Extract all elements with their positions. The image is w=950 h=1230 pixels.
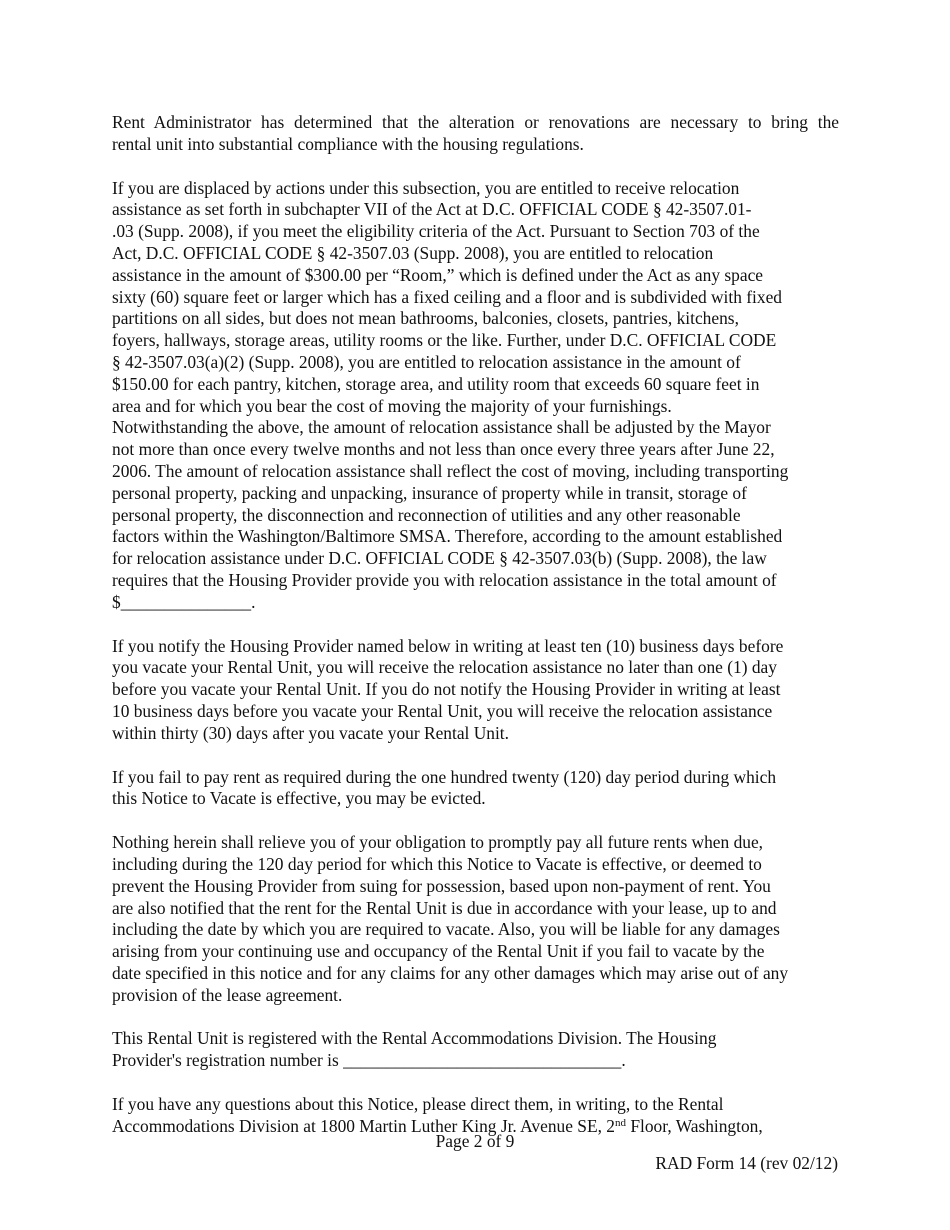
text-line: If you have any questions about this Notice, please direct them, in writing, to the Rental: [112, 1094, 724, 1115]
paragraph-relocation-assistance: [112, 178, 839, 614]
text-line: Notwithstanding the above, the amount of relocation assistance shall be adjusted by the Mayor: [112, 417, 771, 438]
paragraph-rent-failure: [112, 767, 839, 811]
text-line: foyers, hallways, storage areas, utility rooms or the like. Further, under D.C. OFFICIAL CODE: [112, 330, 777, 351]
paragraph-notification: [112, 636, 839, 745]
text-line: for relocation assistance under D.C. OFFICIAL CODE § 42-3507.03(b) (Supp. 2008), the law: [112, 548, 767, 569]
text-line: not more than once every twelve months and not less than once every three years after June 22,: [112, 439, 775, 460]
paragraph-obligations: [112, 832, 839, 1006]
text-line: If you are displaced by actions under this subsection, you are entitled to receive relocation: [112, 177, 740, 198]
text-line: 10 business days before you vacate your Rental Unit, you will receive the relocation assistance: [112, 700, 773, 721]
text-line: Rent Administrator has determined that the alteration or renovations are necessary to bring the: [112, 112, 839, 132]
text-line: personal property, the disconnection and reconnection of utilities and any other reasonable: [112, 504, 741, 525]
text-segment: Floor, Washington,: [625, 1115, 763, 1136]
text-line: sixty (60) square feet or larger which has a fixed ceiling and a floor and is subdivided with fixed: [112, 286, 782, 307]
text-line: 2006. The amount of relocation assistance shall reflect the cost of moving, including transporting: [112, 460, 789, 481]
text-line: If you notify the Housing Provider named below in writing at least ten (10) business days before: [112, 635, 784, 656]
document-body: [112, 112, 839, 1160]
text-line: arising from your continuing use and occupancy of the Rental Unit if you fail to vacate by the: [112, 941, 765, 962]
text-line: are also notified that the rent for the Rental Unit is due in accordance with your lease, up to and: [112, 897, 777, 918]
text-line: This Rental Unit is registered with the Rental Accommodations Division. The Housing: [112, 1028, 717, 1049]
ordinal-suffix: nd: [614, 1116, 626, 1129]
text-line: provision of the lease agreement.: [112, 984, 343, 1005]
text-line: personal property, packing and unpacking, insurance of property while in transit, storage of: [112, 482, 747, 503]
text-line: including during the 120 day period for which this Notice to Vacate is effective, or deemed to: [112, 853, 762, 874]
paragraph-1: [112, 112, 839, 156]
text-line: rental unit into substantial compliance with the housing regulations.: [112, 133, 584, 154]
text-segment: Accommodations Division at 1800 Martin Luther King Jr. Avenue SE, 2: [112, 1115, 615, 1136]
page-number: Page 2 of 9: [435, 1131, 515, 1151]
text-line: If you fail to pay rent as required during the one hundred twenty (120) day period during which: [112, 766, 777, 787]
text-line: including the date by which you are required to vacate. Also, you will be liable for any damages: [112, 919, 780, 940]
text-line: you vacate your Rental Unit, you will receive the relocation assistance no later than one (1) day: [112, 657, 777, 678]
text-line: partitions on all sides, but does not mean bathrooms, balconies, closets, pantries, kitchens,: [112, 308, 739, 329]
text-line: $150.00 for each pantry, kitchen, storage area, and utility room that exceeds 60 square feet in: [112, 373, 760, 394]
text-line: within thirty (30) days after you vacate your Rental Unit.: [112, 722, 509, 743]
form-identifier: RAD Form 14 (rev 02/12): [655, 1153, 838, 1173]
text-line: before you vacate your Rental Unit. If you do not notify the Housing Provider in writing at least: [112, 679, 781, 700]
paragraph-registration: [112, 1028, 839, 1072]
text-line: Nothing herein shall relieve you of your obligation to promptly pay all future rents when due,: [112, 832, 764, 853]
text-line: § 42-3507.03(a)(2) (Supp. 2008), you are entitled to relocation assistance in the amount of: [112, 351, 741, 372]
text-line: area and for which you bear the cost of moving the majority of your furnishings.: [112, 395, 672, 416]
text-line: assistance in the amount of $300.00 per “Room,” which is defined under the Act as any space: [112, 264, 764, 285]
registration-number-blank: Provider's registration number is ________________________________.: [112, 1050, 626, 1071]
text-line: this Notice to Vacate is effective, you may be evicted.: [112, 788, 486, 809]
text-line: date specified in this notice and for any claims for any other damages which may arise out of any: [112, 962, 789, 983]
text-line: factors within the Washington/Baltimore SMSA. Therefore, according to the amount established: [112, 526, 783, 547]
text-line: prevent the Housing Provider from suing for possession, based upon non-payment of rent. You: [112, 875, 771, 896]
text-line: .03 (Supp. 2008), if you meet the eligibility criteria of the Act. Pursuant to Section 703 of the: [112, 221, 760, 242]
text-line: assistance as set forth in subchapter VII of the Act at D.C. OFFICIAL CODE § 42-3507.01-: [112, 199, 752, 220]
text-line: requires that the Housing Provider provide you with relocation assistance in the total amount of: [112, 569, 777, 590]
text-line: Act, D.C. OFFICIAL CODE § 42-3507.03 (Supp. 2008), you are entitled to relocation: [112, 242, 714, 263]
relocation-amount-blank: $_______________.: [112, 591, 256, 612]
